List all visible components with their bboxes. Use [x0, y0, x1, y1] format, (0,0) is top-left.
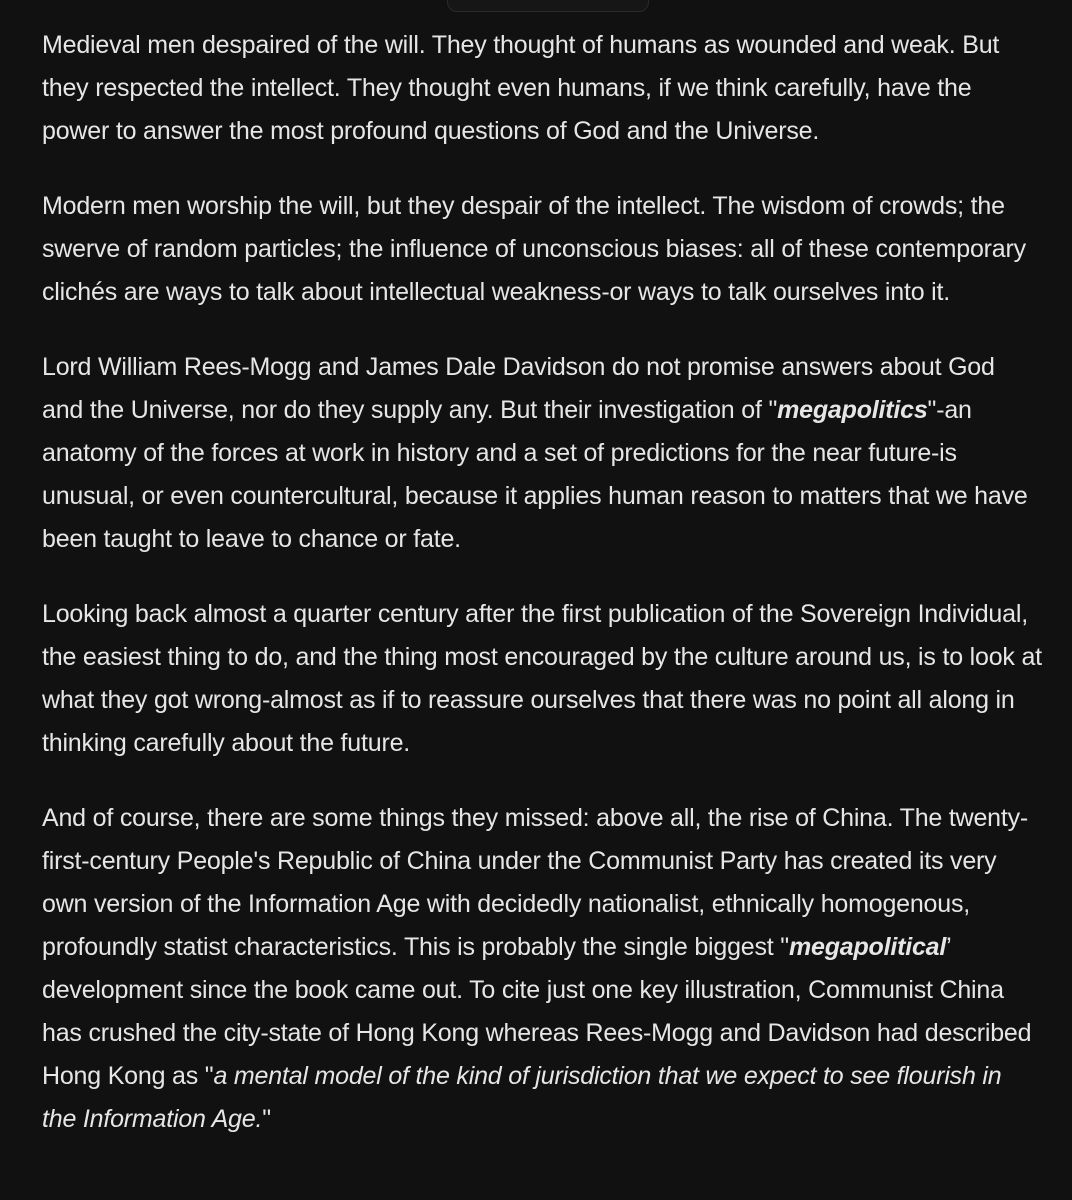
- paragraph-4: [42, 593, 1042, 765]
- paragraph-1-text: Medieval men despaired of the will. They thought of humans as wounded and weak. But they respected the intellect. They thought even humans, if we think carefully, have the power to answer the most profound questions of God and the Universe.: [42, 31, 1000, 145]
- megapolitical-emphasis: megapolitical: [788, 933, 947, 961]
- paragraph-5: [42, 797, 1042, 1141]
- paragraph-1: [42, 24, 1042, 153]
- hong-kong-quote: a mental model of the kind of jurisdiction that we expect to see flourish in the Information Age.: [42, 1062, 1002, 1133]
- paragraph-4-text: Looking back almost a quarter century after the first publication of the Sovereign Individual, the easiest thing to do, and the thing most encouraged by the culture around us, is to look at what they got wrong-almost as if to reassure ourselves that there was no point all along in thinking carefully about the future.: [42, 600, 1042, 757]
- top-handle[interactable]: [447, 0, 649, 12]
- paragraph-5-middle: ’ development since the book came out. To cite just one key illustration, Communist China has crushed the city-state of Hong Kong whereas Rees-Mogg and Davidson had described Hong Kong as ": [42, 933, 1032, 1090]
- paragraph-5-after: ": [262, 1105, 271, 1133]
- paragraph-3-before: Lord William Rees-Mogg and James Dale Davidson do not promise answers about God and the Universe, nor do they supply any. But their investigation of ": [42, 353, 995, 424]
- paragraph-3-after: "-an anatomy of the forces at work in history and a set of predictions for the near future-is unusual, or even countercultural, because it applies human reason to matters that we have been taught to leave to chance or fate.: [42, 396, 1028, 553]
- paragraph-2-text: Modern men worship the will, but they despair of the intellect. The wisdom of crowds; the swerve of random particles; the influence of unconscious biases: all of these contemporary clichés are ways to talk about intellectual weakness-or ways to talk ourselves into it.: [42, 192, 1026, 306]
- paragraph-2: [42, 185, 1042, 314]
- paragraph-5-before: And of course, there are some things they missed: above all, the rise of China. The twenty-first-century People's Republic of China under the Communist Party has created its very own version of the Information Age with decidedly nationalist, ethnically homogenous, profoundly statist characteristics. This is probably the single biggest ": [42, 804, 1029, 961]
- paragraph-3: [42, 346, 1042, 561]
- megapolitics-emphasis: megapolitics: [777, 396, 928, 424]
